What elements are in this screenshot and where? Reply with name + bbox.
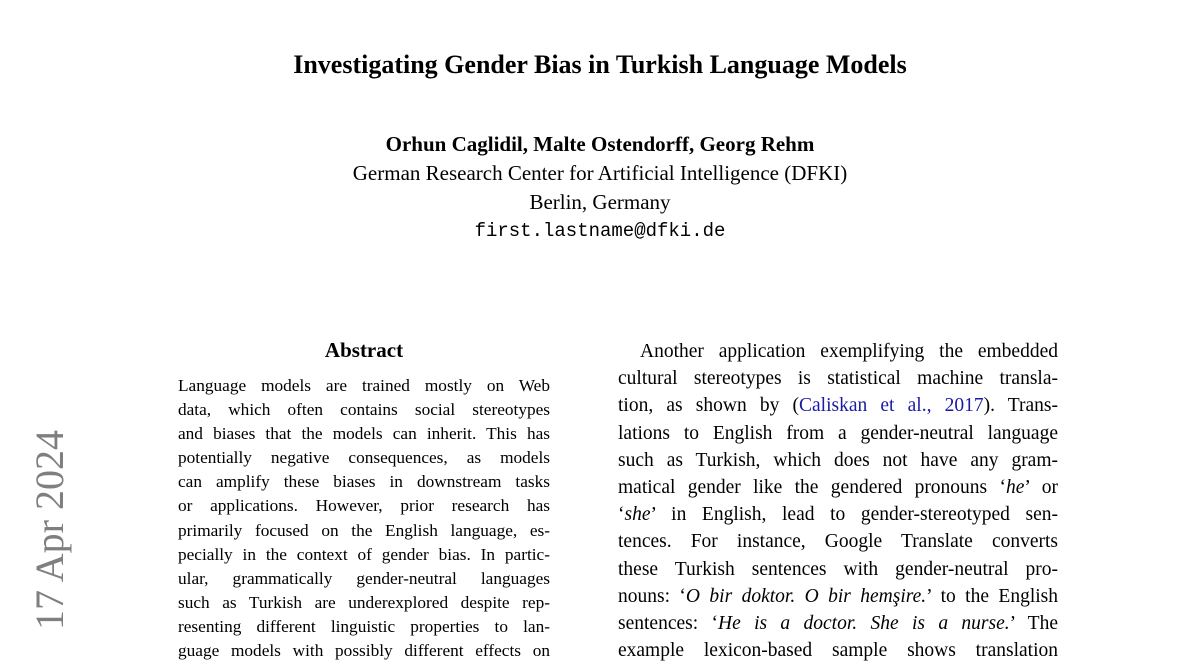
contact-email[interactable]: first.lastname@dfki.de [474,220,726,242]
body-line: such as Turkish, which does not have any gram- [618,449,1058,471]
pronoun-he: he [1005,477,1025,499]
body-line: matical gender like the gendered pronouns ‘he’ or [618,477,1058,499]
affiliation: German Research Center for Artificial Intelligence (DFKI) [352,161,848,185]
body-line: these Turkish sentences with gender-neutral pro- [618,558,1058,580]
abstract-line: or applications. However, prior research has [178,496,550,516]
english-translation-example: He is a doctor. She is a nurse. [717,613,1010,635]
body-line: lations to English from a gender-neutral language [618,422,1058,444]
body-line: example lexicon-based sample shows translation [618,640,1058,662]
location: Berlin, Germany [529,190,671,214]
turkish-example: O bir doktor. O bir hemşire. [685,585,927,607]
body-line: tences. For instance, Google Translate converts [618,531,1058,553]
body-line: cultural stereotypes is statistical machine transla- [618,368,1058,390]
author-list: Orhun Caglidil, Malte Ostendorff, Georg Rehm [385,132,815,156]
abstract-line: primarily focused on the English language, es- [178,520,550,540]
abstract-line: such as Turkish are underexplored despite rep- [178,592,550,612]
body-line: sentences: ‘He is a doctor. She is a nurse.’ The [618,613,1058,635]
abstract-line: resenting different linguistic properties to lan- [178,616,550,636]
abstract-line: ular, grammatically gender-neutral languages [178,568,550,588]
abstract-line: can amplify these biases in downstream tasks [178,472,550,492]
abstract-heading: Abstract [324,338,404,362]
abstract-line: potentially negative consequences, as models [178,448,550,468]
body-line: nouns: ‘O bir doktor. O bir hemşire.’ to the English [618,585,1059,607]
abstract-line: and biases that the models can inherit. This has [178,424,550,444]
abstract-line: guage models with possibly different effects on [178,641,550,661]
abstract-line: Language models are trained mostly on Web [178,376,550,395]
body-line: ‘she’ in English, lead to gender-stereotyped sen- [618,504,1058,526]
body-column [618,338,1058,664]
citation-link-caliskan-2017[interactable]: Caliskan et al., 2017 [799,395,984,417]
body-line: tion, as shown by (Caliskan et al., 2017). Trans- [618,395,1058,417]
abstract-text [178,374,550,663]
paper-title: Investigating Gender Bias in Turkish Language Models [293,50,907,79]
arxiv-date-stamp: 17 Apr 2024 [27,430,72,630]
abstract-line: pecially in the context of gender bias. In partic- [178,544,550,564]
body-line: Another application exemplifying the embedded [640,341,1058,362]
pronoun-she: she [624,504,651,526]
abstract-line: data, which often contains social stereotypes [178,400,550,420]
